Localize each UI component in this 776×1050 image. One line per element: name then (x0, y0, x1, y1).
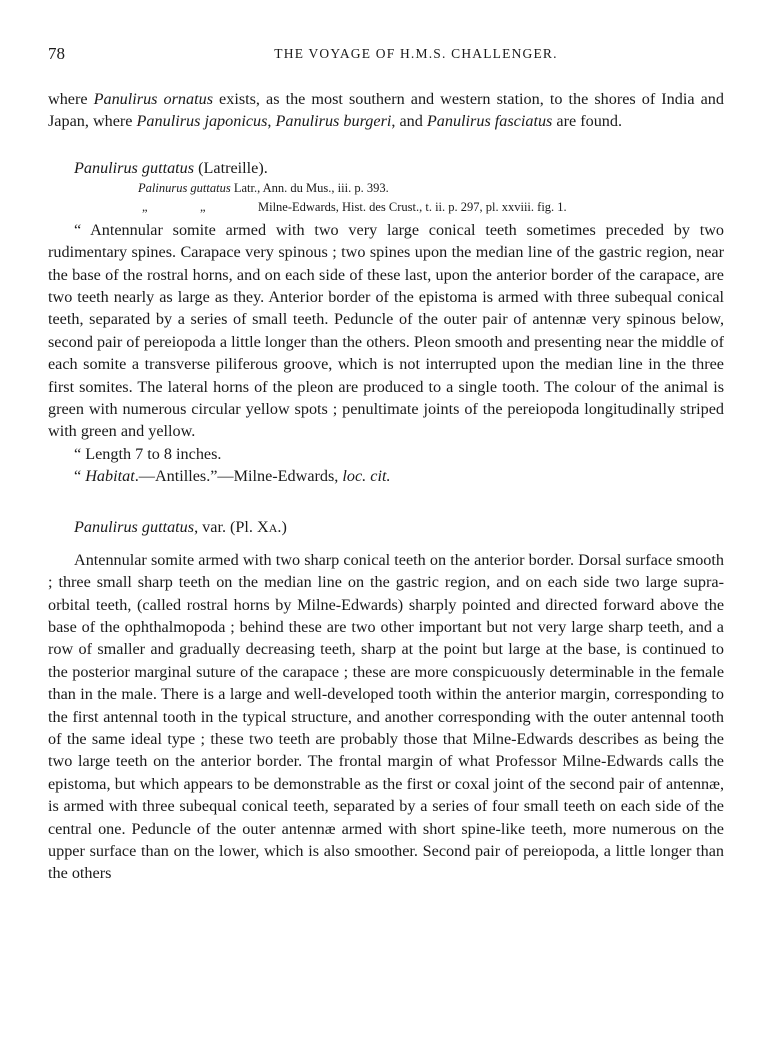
synonym-reference: Latr., Ann. du Mus., iii. p. 393. (230, 180, 389, 195)
species-heading (48, 157, 724, 179)
ditto-mark: „ (142, 199, 148, 214)
habitat-text: .—Antilles.”—Milne-Edwards, (134, 467, 343, 486)
intro-text: , (267, 112, 276, 131)
variety-heading-name: Panulirus guttatus (74, 517, 195, 536)
intro-text: exists, as the most southern and western station, to the shores of India and Japan, where (48, 90, 724, 131)
synonymy-line (48, 198, 724, 217)
species-heading-author: (Latreille). (194, 158, 268, 177)
variety-heading-text: .) (277, 517, 287, 536)
species-heading-name: Panulirus guttatus (74, 158, 195, 177)
variety-heading-plate: A (268, 520, 278, 535)
species-name: Panulirus fasciatus (426, 112, 553, 131)
species-name: Panulirus japonicus (136, 112, 268, 131)
ditto-mark: „ (200, 199, 206, 214)
length-line: “ Length 7 to 8 inches. (74, 444, 222, 463)
page-header (48, 44, 724, 74)
synonymy-line (48, 179, 724, 198)
habitat-label: Habitat (85, 467, 135, 486)
intro-text: are found. (552, 112, 623, 131)
page (48, 44, 724, 885)
species-name: Panulirus burgeri (275, 112, 392, 131)
page-number: 78 (48, 44, 65, 63)
running-title: THE VOYAGE OF H.M.S. CHALLENGER. (274, 46, 558, 61)
habitat-quote: “ (74, 467, 86, 486)
intro-paragraph (48, 88, 724, 133)
synonym-reference: Milne-Edwards, Hist. des Crust., t. ii. p. 297, pl. xxviii. fig. 1. (258, 199, 567, 214)
variety-heading-text: , var. (Pl. X (194, 517, 269, 536)
variety-description: Antennular somite armed with two sharp conical teeth on the anterior border. Dorsal surface smooth ; three small sharp teeth on the median line on the gastric region, and on each side two large supra-orbital teeth, (called rostral horns by Milne-Edwards) sharply pointed and directed forward above the base of the ophthalmopoda ; behind these are two other important but not very large sharp teeth, and a row of smaller and gradually decreasing teeth, sharp at the point but large at the base, is continued to the posterior marginal suture of the carapace ; these are more conspicuously determinable in the female than in the male. There is a large and well-developed tooth within the anterior margin, corresponding to the first antennal tooth in the typical structure, and another corresponding with the outer antennal tooth of the same ideal type ; these two teeth are probably those that Milne-Edwards describes as being the two large teeth on the anterior border. The frontal margin of what Professor Milne-Edwards calls the epistoma, but which appears to be demonstrable as the first or coxal joint of the second pair of antennæ, is armed with three subequal conical teeth, separated by a series of four small teeth on each side of the central one. Peduncle of the outer antennæ armed with short spine-like teeth, more numerous on the upper surface than on the lower, which is also smoother. Second pair of pereiopoda, a little longer than the others (48, 550, 724, 883)
quoted-description: “ Antennular somite armed with two very large conical teeth sometimes preceded by two rudimentary spines. Carapace very spinous ; two spines upon the median line of the gastric region, near the base of the rostral horns, and on each side of these last, upon the anterior border of the carapace, are two teeth nearly as large as they. Anterior border of the epistoma is armed with three subequal conical teeth, separated by a series of small teeth. Peduncle of the outer pair of antennæ very spinous below, second pair of pereiopoda a little longer than the others. Pleon smooth and presenting near the middle of each somite a transverse piliferous groove, which is not interrupted upon the median line in the three first somites. The lateral horns of the pleon are produced to a single tooth. The colour of the animal is green with numerous circular yellow spots ; penultimate joints of the pereiopoda longitudinally striped with green and yellow. (48, 220, 724, 441)
intro-text: , and (391, 112, 427, 131)
species-name: Panulirus ornatus (93, 90, 213, 108)
synonym-name: Palinurus guttatus (138, 180, 231, 195)
habitat-line (48, 465, 724, 487)
intro-text: where (48, 90, 94, 108)
habitat-citation: loc. cit. (342, 467, 391, 486)
variety-heading (48, 516, 724, 539)
